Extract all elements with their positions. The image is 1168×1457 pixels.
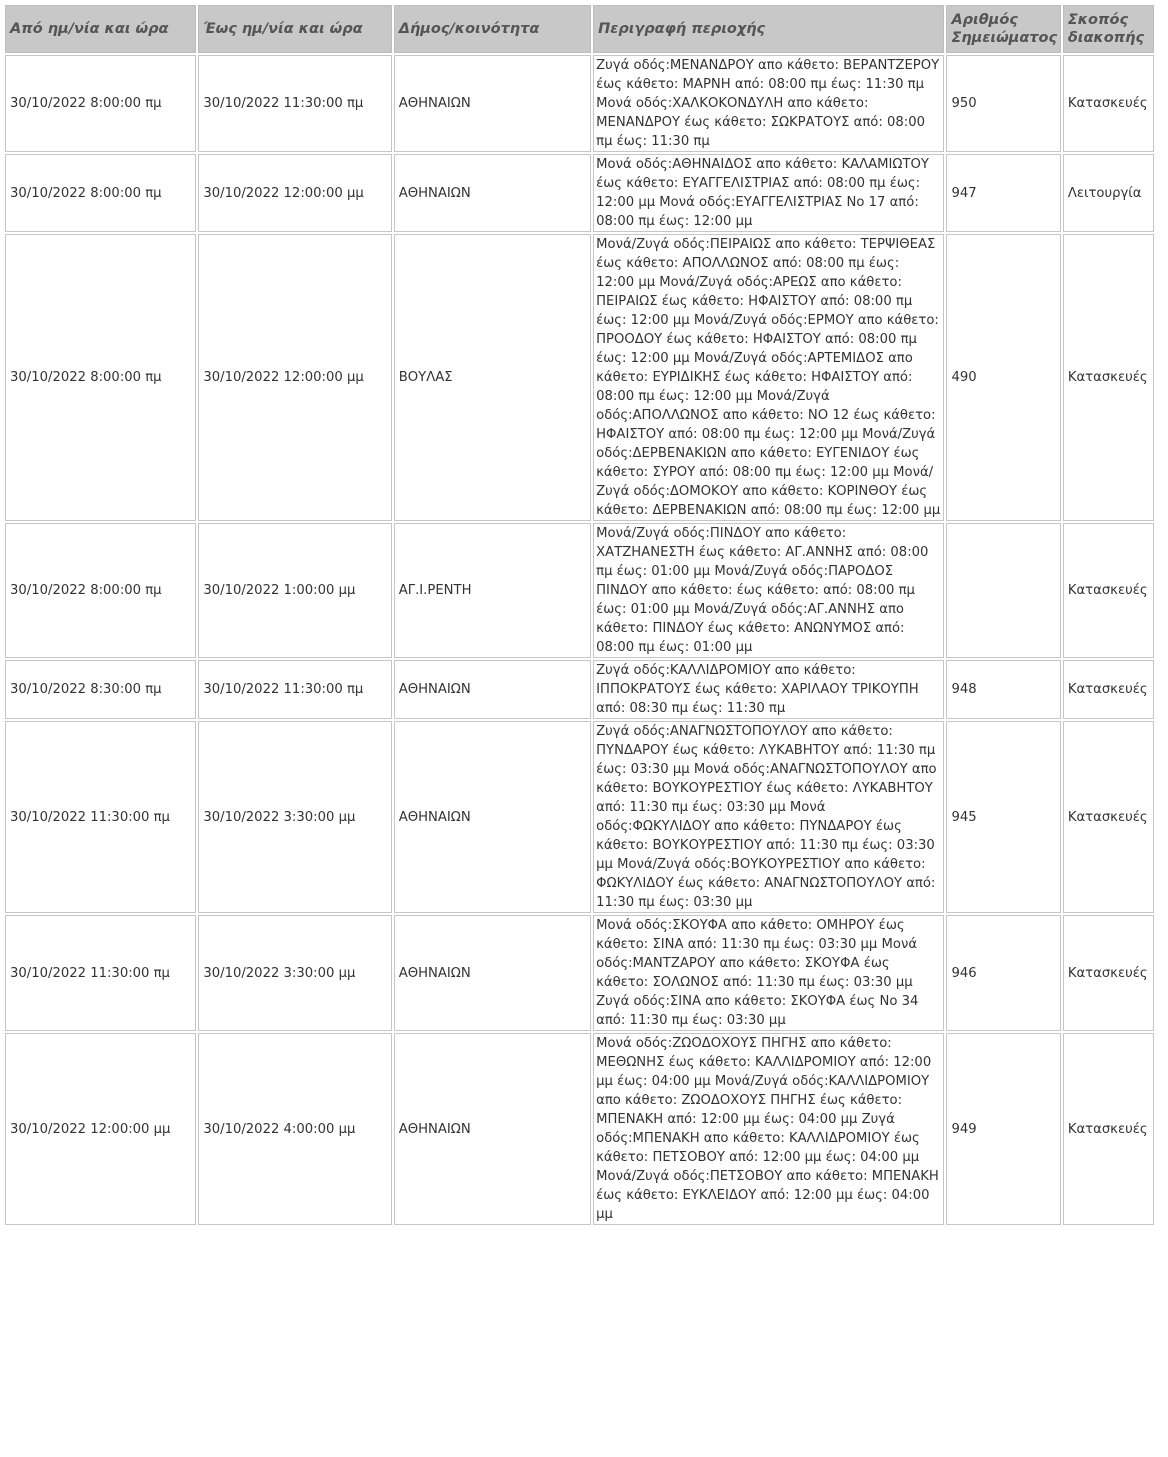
municipality-cell: ΑΘΗΝΑΙΩΝ <box>394 660 591 719</box>
note-number-cell: 948 <box>946 660 1060 719</box>
header-reason: Σκοπός διακοπής <box>1063 5 1154 53</box>
area-description-cell: Μονά οδός:ΑΘΗΝΑΙΔΟΣ απο κάθετο: ΚΑΛΑΜΙΩΤΟΥ έως κάθετο: ΕΥΑΓΓΕΛΙΣΤΡΙΑΣ από: 08:00 πμ έως: 12:00 μμ Μονά οδός:ΕΥΑΓΓΕΛΙΣΤΡΙΑΣ Νο 17 από: 08:00 πμ έως: 12:00 μμ <box>593 154 944 232</box>
reason-cell: Λειτουργία <box>1063 154 1154 232</box>
table-row <box>5 721 1154 913</box>
area-description-cell: Ζυγά οδός:ΑΝΑΓΝΩΣΤΟΠΟΥΛΟΥ απο κάθετο: ΠΥΝΔΑΡΟΥ έως κάθετο: ΛΥΚΑΒΗΤΟΥ από: 11:30 πμ έως: 03:30 μμ Μονά οδός:ΑΝΑΓΝΩΣΤΟΠΟΥΛΟΥ απο κάθετο: ΒΟΥΚΟΥΡΕΣΤΙΟΥ έως κάθετο: ΛΥΚΑΒΗΤΟΥ από: 11:30 πμ έως: 03:30 μμ Μονά οδός:ΦΩΚΥΛΙΔΟΥ απο κάθετο: ΠΥΝΔΑΡΟΥ έως κάθετο: ΒΟΥΚΟΥΡΕΣΤΙΟΥ από: 11:30 πμ έως: 03:30 μμ Μονά/Ζυγά οδός:ΒΟΥΚΟΥΡΕΣΤΙΟΥ απο κάθετο: ΦΩΚΥΛΙΔΟΥ έως κάθετο: ΑΝΑΓΝΩΣΤΟΠΟΥΛΟΥ από: 11:30 πμ έως: 03:30 μμ <box>593 721 944 913</box>
table-row <box>5 1033 1154 1225</box>
municipality-cell: ΑΘΗΝΑΙΩΝ <box>394 154 591 232</box>
table-row <box>5 660 1154 719</box>
from-cell: 30/10/2022 8:00:00 πμ <box>5 55 196 152</box>
to-cell: 30/10/2022 12:00:00 μμ <box>198 154 391 232</box>
municipality-cell: ΑΘΗΝΑΙΩΝ <box>394 915 591 1031</box>
area-description-cell: Μονά οδός:ΣΚΟΥΦΑ απο κάθετο: ΟΜΗΡΟΥ έως κάθετο: ΣΙΝΑ από: 11:30 πμ έως: 03:30 μμ Μονά οδός:ΜΑΝΤΖΑΡΟΥ απο κάθετο: ΣΚΟΥΦΑ έως κάθετο: ΣΟΛΩΝΟΣ από: 11:30 πμ έως: 03:30 μμ Ζυγά οδός:ΣΙΝΑ απο κάθετο: ΣΚΟΥΦΑ έως Νο 34 από: 11:30 πμ έως: 03:30 μμ <box>593 915 944 1031</box>
outages-table <box>3 3 1156 1227</box>
note-number-cell: 947 <box>946 154 1060 232</box>
municipality-cell: ΒΟΥΛΑΣ <box>394 234 591 521</box>
note-number-cell: 945 <box>946 721 1060 913</box>
to-cell: 30/10/2022 4:00:00 μμ <box>198 1033 391 1225</box>
area-description-cell: Ζυγά οδός:ΚΑΛΛΙΔΡΟΜΙΟΥ απο κάθετο: ΙΠΠΟΚΡΑΤΟΥΣ έως κάθετο: ΧΑΡΙΛΑΟΥ ΤΡΙΚΟΥΠΗ από: 08:30 πμ έως: 11:30 πμ <box>593 660 944 719</box>
reason-cell: Κατασκευές <box>1063 721 1154 913</box>
from-cell: 30/10/2022 8:00:00 πμ <box>5 154 196 232</box>
header-from: Από ημ/νία και ώρα <box>5 5 196 53</box>
header-area: Περιγραφή περιοχής <box>593 5 944 53</box>
table-row <box>5 55 1154 152</box>
note-number-cell: 950 <box>946 55 1060 152</box>
area-description-cell: Ζυγά οδός:ΜΕΝΑΝΔΡΟΥ απο κάθετο: ΒΕΡΑΝΤΖΕΡΟΥ έως κάθετο: ΜΑΡΝΗ από: 08:00 πμ έως: 11:30 πμ Μονά οδός:ΧΑΛΚΟΚΟΝΔΥΛΗ απο κάθετο: ΜΕΝΑΝΔΡΟΥ έως κάθετο: ΣΩΚΡΑΤΟΥΣ από: 08:00 πμ έως: 11:30 πμ <box>593 55 944 152</box>
to-cell: 30/10/2022 3:30:00 μμ <box>198 915 391 1031</box>
to-cell: 30/10/2022 3:30:00 μμ <box>198 721 391 913</box>
header-note-number: Αριθμός Σημειώματος <box>946 5 1060 53</box>
municipality-cell: ΑΘΗΝΑΙΩΝ <box>394 721 591 913</box>
note-number-cell: 949 <box>946 1033 1060 1225</box>
area-description-cell: Μονά οδός:ΖΩΟΔΟΧΟΥΣ ΠΗΓΗΣ απο κάθετο: ΜΕΘΩΝΗΣ έως κάθετο: ΚΑΛΛΙΔΡΟΜΙΟΥ από: 12:00 μμ έως: 04:00 μμ Μονά/Ζυγά οδός:ΚΑΛΛΙΔΡΟΜΙΟΥ απο κάθετο: ΖΩΟΔΟΧΟΥΣ ΠΗΓΗΣ έως κάθετο: ΜΠΕΝΑΚΗ από: 12:00 μμ έως: 04:00 μμ Ζυγά οδός:ΜΠΕΝΑΚΗ απο κάθετο: ΚΑΛΛΙΔΡΟΜΙΟΥ έως κάθετο: ΠΕΤΣΟΒΟΥ από: 12:00 μμ έως: 04:00 μμ Μονά/Ζυγά οδός:ΠΕΤΣΟΒΟΥ απο κάθετο: ΜΠΕΝΑΚΗ έως κάθετο: ΕΥΚΛΕΙΔΟΥ από: 12:00 μμ έως: 04:00 μμ <box>593 1033 944 1225</box>
header-to: Έως ημ/νία και ώρα <box>198 5 391 53</box>
to-cell: 30/10/2022 1:00:00 μμ <box>198 523 391 658</box>
to-cell: 30/10/2022 11:30:00 πμ <box>198 55 391 152</box>
reason-cell: Κατασκευές <box>1063 234 1154 521</box>
note-number-cell: 490 <box>946 234 1060 521</box>
municipality-cell: ΑΘΗΝΑΙΩΝ <box>394 55 591 152</box>
from-cell: 30/10/2022 11:30:00 πμ <box>5 721 196 913</box>
reason-cell: Κατασκευές <box>1063 523 1154 658</box>
reason-cell: Κατασκευές <box>1063 55 1154 152</box>
municipality-cell: ΑΘΗΝΑΙΩΝ <box>394 1033 591 1225</box>
from-cell: 30/10/2022 11:30:00 πμ <box>5 915 196 1031</box>
header-row <box>5 5 1154 53</box>
from-cell: 30/10/2022 8:00:00 πμ <box>5 234 196 521</box>
table-row <box>5 915 1154 1031</box>
table-row <box>5 523 1154 658</box>
table-row <box>5 154 1154 232</box>
reason-cell: Κατασκευές <box>1063 660 1154 719</box>
from-cell: 30/10/2022 8:00:00 πμ <box>5 523 196 658</box>
municipality-cell: ΑΓ.Ι.ΡΕΝΤΗ <box>394 523 591 658</box>
reason-cell: Κατασκευές <box>1063 915 1154 1031</box>
area-description-cell: Μονά/Ζυγά οδός:ΠΕΙΡΑΙΩΣ απο κάθετο: ΤΕΡΨΙΘΕΑΣ έως κάθετο: ΑΠΟΛΛΩΝΟΣ από: 08:00 πμ έως: 12:00 μμ Μονά/Ζυγά οδός:ΑΡΕΩΣ απο κάθετο: ΠΕΙΡΑΙΩΣ έως κάθετο: ΗΦΑΙΣΤΟΥ από: 08:00 πμ έως: 12:00 μμ Μονά/Ζυγά οδός:ΕΡΜΟΥ απο κάθετο: ΠΡΟΟΔΟΥ έως κάθετο: ΗΦΑΙΣΤΟΥ από: 08:00 πμ έως: 12:00 μμ Μονά/Ζυγά οδός:ΑΡΤΕΜΙΔΟΣ απο κάθετο: ΕΥΡΙΔΙΚΗΣ έως κάθετο: ΗΦΑΙΣΤΟΥ από: 08:00 πμ έως: 12:00 μμ Μονά/Ζυγά οδός:ΑΠΟΛΛΩΝΟΣ απο κάθετο: ΝΟ 12 έως κάθετο: ΗΦΑΙΣΤΟΥ από: 08:00 πμ έως: 12:00 μμ Μονά/Ζυγά οδός:ΔΕΡΒΕΝΑΚΙΩΝ απο κάθετο: ΕΥΓΕΝΙΔΟΥ έως κάθετο: ΣΥΡΟΥ από: 08:00 πμ έως: 12:00 μμ Μονά/Ζυγά οδός:ΔΟΜΟΚΟΥ απο κάθετο: ΚΟΡΙΝΘΟΥ έως κάθετο: ΔΕΡΒΕΝΑΚΙΩΝ από: 08:00 πμ έως: 12:00 μμ <box>593 234 944 521</box>
header-municipality: Δήμος/κοινότητα <box>394 5 591 53</box>
from-cell: 30/10/2022 12:00:00 μμ <box>5 1033 196 1225</box>
reason-cell: Κατασκευές <box>1063 1033 1154 1225</box>
note-number-cell <box>946 523 1060 658</box>
note-number-cell: 946 <box>946 915 1060 1031</box>
table-row <box>5 234 1154 521</box>
to-cell: 30/10/2022 12:00:00 μμ <box>198 234 391 521</box>
to-cell: 30/10/2022 11:30:00 πμ <box>198 660 391 719</box>
from-cell: 30/10/2022 8:30:00 πμ <box>5 660 196 719</box>
area-description-cell: Μονά/Ζυγά οδός:ΠΙΝΔΟΥ απο κάθετο: ΧΑΤΖΗΑΝΕΣΤΗ έως κάθετο: ΑΓ.ΑΝΝΗΣ από: 08:00 πμ έως: 01:00 μμ Μονά/Ζυγά οδός:ΠΑΡΟΔΟΣ ΠΙΝΔΟΥ απο κάθετο: έως κάθετο: από: 08:00 πμ έως: 01:00 μμ Μονά/Ζυγά οδός:ΑΓ.ΑΝΝΗΣ απο κάθετο: ΠΙΝΔΟΥ έως κάθετο: ΑΝΩΝΥΜΟΣ από: 08:00 πμ έως: 01:00 μμ <box>593 523 944 658</box>
